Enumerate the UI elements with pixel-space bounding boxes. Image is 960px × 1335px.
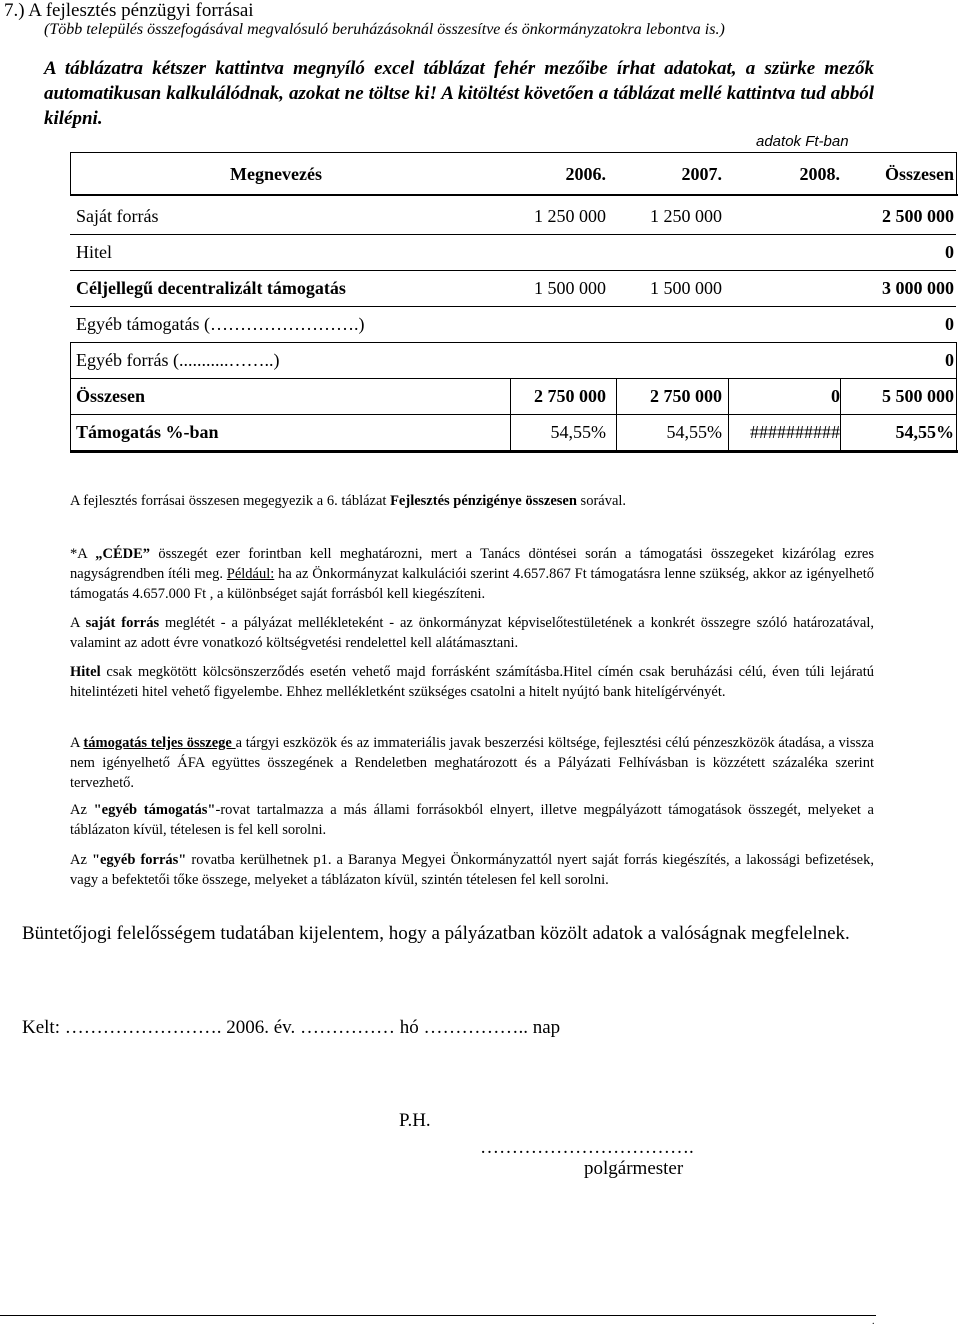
cell-total: 0 <box>945 242 954 262</box>
cell-2008 <box>728 198 840 234</box>
section-subtitle: (Több település összefogásával megvalósuló beruházásoknál összesítve és önkormányzatokra lebontva is.) <box>44 21 725 38</box>
table-header-row <box>70 156 956 192</box>
signer-title: polgármester <box>584 1158 684 1179</box>
stamp-placeholder: P.H. <box>399 1110 431 1131</box>
declaration: Büntetőjogi felelősségem tudatában kijelentem, hogy a pályázatban közölt adatok a valóságnak megfelelnek. <box>22 923 850 944</box>
funding-table[interactable] <box>70 152 958 454</box>
cell-2008: 0 <box>831 386 840 406</box>
note-total-support: A támogatás teljes összege a tárgyi eszközök és az immateriális javak beszerzési költsége, fejlesztési célú pénzeszközök átadása, a vissza nem igényelhető ÁFA együttes összegének a Rendeletben meghatározott és a Pályázati Felhívásban is közzétett százaléka szerint tervezhető. <box>70 735 874 791</box>
cell-total: 3 000 000 <box>882 278 954 298</box>
table-row <box>70 342 956 378</box>
cell-2008 <box>728 234 840 270</box>
col-header-2008: 2008. <box>799 164 840 184</box>
row-label: Támogatás %-ban <box>76 422 219 442</box>
cell-2007: 1 250 000 <box>650 206 722 226</box>
cell-2006: 54,55% <box>550 422 606 442</box>
row-label: Céljellegű decentralizált támogatás <box>76 278 346 298</box>
cell-2007 <box>618 306 722 342</box>
row-label: Összesen <box>76 386 145 406</box>
table-row <box>70 270 956 306</box>
row-label: Egyéb támogatás (…………………….) <box>76 314 365 334</box>
cell-2007: 1 500 000 <box>650 278 722 298</box>
cell-2006: 2 750 000 <box>534 386 606 406</box>
signature-line[interactable]: ……………………………. <box>480 1137 694 1158</box>
note-loan: Hitel csak megkötött kölcsönszerződés esetén vehető majd forrásként számításba.Hitel címén csak beruházási célú, éven túli lejáratú hitelintézeti hitel vehető figyelembe. Ehhez mellékletként szükséges csatolni a hitelt nyújtó bank hitelígérvényét. <box>70 664 874 700</box>
cell-total: 54,55% <box>895 422 954 442</box>
col-header-name: Megnevezés <box>230 164 322 184</box>
table-row-total <box>70 378 956 414</box>
table-row <box>70 306 956 342</box>
end-mark: . <box>872 1316 875 1327</box>
cell-2006: 1 500 000 <box>534 278 606 298</box>
footer-divider <box>0 1315 876 1316</box>
cell-total: 2 500 000 <box>882 206 954 226</box>
note-other-source: Az "egyéb forrás" rovatba kerülhetnek p1. a Baranya Megyei Önkormányzattól nyert saját forrás kiegészítés, a lakossági befizetések, vagy a befektetői tőke összege, melyeket a táblázaton kívül, szintén tételesen fel kell sorolni. <box>70 852 874 888</box>
col-header-2006: 2006. <box>565 164 606 184</box>
cell-2006: 1 250 000 <box>534 206 606 226</box>
col-header-2007: 2007. <box>681 164 722 184</box>
unit-label: adatok Ft-ban <box>756 133 849 150</box>
table-row <box>70 234 956 270</box>
col-header-total: Összesen <box>885 164 954 184</box>
note-own-source: A saját forrás meglétét - a pályázat mellékleteként - az önkormányzat képviselőtestületének a konkrét összegre szóló határozatával, valamint az adott évre vonatkozó költségvetési rendelettel kell alátámasztani. <box>70 615 874 651</box>
cell-2008 <box>728 270 840 306</box>
cell-total: 0 <box>945 350 954 370</box>
cell-2008: ########## <box>750 422 840 442</box>
section-title: 7.) A fejlesztés pénzügyi forrásai <box>4 0 254 21</box>
row-label: Egyéb forrás (...........……..) <box>76 350 280 370</box>
cell-2007 <box>618 342 722 378</box>
note-other-support: Az "egyéb támogatás"-rovat tartalmazza a más állami forrásokból elnyert, illetve megpályázott támogatások összegét, melyeket a táblázaton kívül, tételesen is fel kell sorolni. <box>70 802 874 838</box>
cell-total: 0 <box>945 314 954 334</box>
cell-2007 <box>618 234 722 270</box>
note-sum-match: A fejlesztés forrásai összesen megegyezik a 6. táblázat Fejlesztés pénzigénye összesen sorával. <box>70 493 627 509</box>
cell-2007: 2 750 000 <box>650 386 722 406</box>
fill-instruction: A táblázatra kétszer kattintva megnyíló excel táblázat fehér mezőibe írhat adatokat, a szürke mezők automatikusan kalkulálódnak, azokat ne töltse ki! A kitöltést követően a táblázat mellé kattintva tud abból kilépni. <box>44 58 874 129</box>
date-line[interactable]: Kelt: ……………………. 2006. év. …………… hó …………….. nap <box>22 1017 561 1038</box>
cell-2008 <box>728 306 840 342</box>
cell-2006 <box>510 342 606 378</box>
note-cede: *A „CÉDE” összegét ezer forintban kell meghatározni, mert a Tanács döntései során a támogatási összegeket kizárólag ezres nagyságrendben ítéli meg. Például: ha az Önkormányzat kalkulációi szerint 4.657.867 Ft támogatásra lenne szükség, akkor az igényelhető támogatás 4.657.000 Ft , a különbséget saját forrásból kell kiegészíteni. <box>70 546 875 602</box>
row-label: Saját forrás <box>76 206 159 226</box>
cell-total: 5 500 000 <box>882 386 954 406</box>
table-row <box>70 198 956 234</box>
cell-2006 <box>510 306 606 342</box>
cell-2007: 54,55% <box>666 422 722 442</box>
cell-2006 <box>510 234 606 270</box>
row-label: Hitel <box>76 242 112 262</box>
table-row-percent <box>70 414 956 450</box>
cell-2008 <box>728 342 840 378</box>
